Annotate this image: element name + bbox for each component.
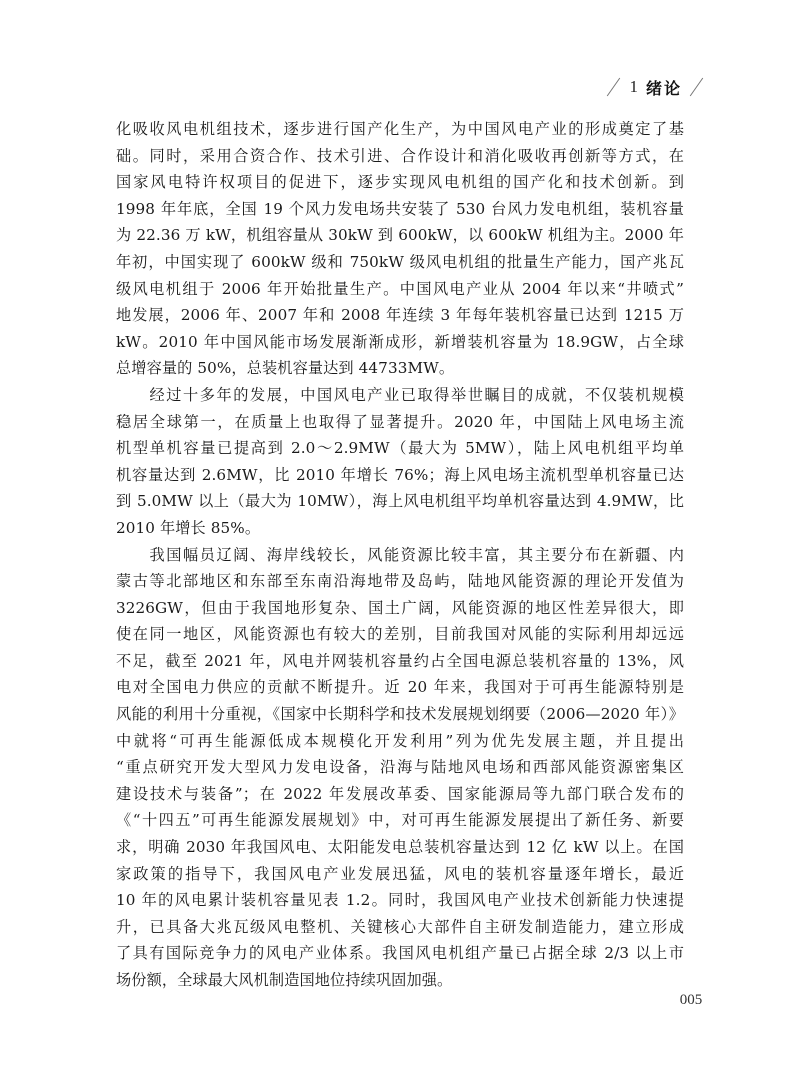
text-line: “重点研究开发大型风力发电设备，沿海与陆地风电场和西部风能资源密集区 xyxy=(116,758,684,777)
text-line: kW。2010 年中国风能市场发展渐渐成形，新增装机容量为 18.9GW，占全球 xyxy=(116,332,684,351)
chapter-title: 绪论 xyxy=(645,78,682,98)
text-line: 机型单机容量已提高到 2.0～2.9MW（最大为 5MW），陆上风电机组平均单 xyxy=(116,439,684,458)
chapter-number: 1 xyxy=(629,77,638,96)
text-line: 风能的利用十分重视，《国家中长期科学和技术发展规划纲要（2006—2020 年）》 xyxy=(116,705,684,724)
text-line: 建设技术与装备”；在 2022 年发展改革委、国家能源局等九部门联合发布的 xyxy=(116,784,684,803)
text-line: 家政策的指导下，我国风电产业发展迅猛，风电的装机容量逐年增长，最近 xyxy=(116,864,684,883)
text-line: 蒙古等北部地区和东部至东南沿海地带及岛屿，陆地风能资源的理论开发值为 xyxy=(116,572,684,591)
text-line: 使在同一地区，风能资源也有较大的差别，目前我国对风能的实际利用却远远 xyxy=(116,625,684,644)
text-line: 3226GW，但由于我国地形复杂、国土广阔，风能资源的地区性差异很大，即 xyxy=(116,598,684,617)
page-number: 005 xyxy=(679,992,703,1008)
text-line: 《“十四五”可再生能源发展规划》中，对可再生能源发展提出了新任务、新要 xyxy=(116,811,684,830)
text-line: 2010 年增长 85%。 xyxy=(116,518,261,537)
body-text xyxy=(116,116,684,994)
text-line: 1998 年年底，全国 19 个风力发电场共安装了 530 台风力发电机组，装机容量 xyxy=(116,199,684,218)
text-line: 10 年的风电累计装机容量见表 1.2。同时，我国风电产业技术创新能力快速提 xyxy=(116,891,684,910)
text-line: 地发展，2006 年、2007 年和 2008 年连续 3 年每年装机容量已达到 1215 万 xyxy=(116,306,684,325)
text-line: 机容量达到 2.6MW，比 2010 年增长 76%；海上风电场主流机型单机容量已达 xyxy=(116,465,684,484)
header-slash-right xyxy=(690,76,704,98)
text-line: 不足，截至 2021 年，风电并网装机容量约占全国电源总装机容量的 13%，风 xyxy=(116,651,684,670)
text-line: 化吸收风电机组技术，逐步进行国产化生产，为中国风电产业的形成奠定了基 xyxy=(116,120,684,138)
text-line: 经过十多年的发展，中国风电产业已取得举世瞩目的成就，不仅装机规模 xyxy=(116,385,684,404)
text-line: 到 5.0MW 以上（最大为 10MW），海上风电机组平均单机容量达到 4.9MW，比 xyxy=(116,492,684,511)
text-line: 总增容量的 50%，总装机容量达到 44733MW。 xyxy=(116,359,455,378)
text-line: 国家风电特许权项目的促进下，逐步实现风电机组的国产化和技术创新。到 xyxy=(116,173,684,192)
text-line: 为 22.36 万 kW，机组容量从 30kW 到 600kW，以 600kW 机组为主。2000 年 xyxy=(116,226,684,245)
text-line: 我国幅员辽阔、海岸线较长，风能资源比较丰富，其主要分布在新疆、内 xyxy=(116,545,684,564)
text-line: 了具有国际竞争力的风电产业体系。我国风电机组产量已占据全球 2/3 以上市 xyxy=(116,944,684,963)
text-line: 年初，中国实现了 600kW 级和 750kW 级风电机组的批量生产能力，国产兆瓦 xyxy=(116,252,684,271)
paragraph xyxy=(116,542,684,994)
paragraph xyxy=(116,382,684,542)
text-line: 求，明确 2030 年我国风电、太阳能发电总装机容量达到 12 亿 kW 以上。在国 xyxy=(116,838,684,857)
text-line: 础。同时，采用合资合作、技术引进、合作设计和消化吸收再创新等方式，在 xyxy=(116,146,684,165)
header-slash-left xyxy=(607,76,621,98)
paragraph xyxy=(116,116,684,382)
text-line: 中就将“可再生能源低成本规模化开发利用”列为优先发展主题，并且提出 xyxy=(116,731,684,750)
text-line: 电对全国电力供应的贡献不断提升。近 20 年来，我国对于可再生能源特别是 xyxy=(116,678,684,697)
text-line: 升，已具备大兆瓦级风电整机、关键核心大部件自主研发制造能力，建立形成 xyxy=(116,917,684,936)
text-line: 场份额，全球最大风机制造国地位持续巩固加强。 xyxy=(116,971,453,989)
text-line: 级风电机组于 2006 年开始批量生产。中国风电产业从 2004 年以来“井喷式” xyxy=(116,279,684,298)
running-header xyxy=(607,74,704,100)
text-line: 稳居全球第一，在质量上也取得了显著提升。2020 年，中国陆上风电场主流 xyxy=(116,412,684,431)
